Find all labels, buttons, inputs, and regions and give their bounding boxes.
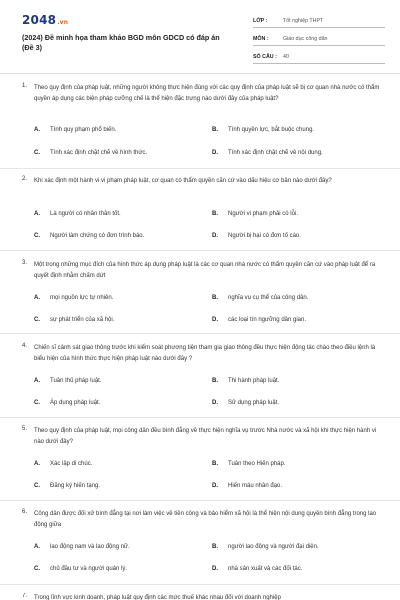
option-a[interactable] — [34, 127, 116, 133]
option-text: Tính xác định chặt chẽ về hình thức. — [50, 150, 148, 156]
option-text: Áp dụng pháp luật. — [50, 400, 101, 406]
logo-suffix: .vn — [57, 19, 69, 26]
question-text: Theo quy định của pháp luật, những người không thực hiện đúng với các quy định của pháp luật sẽ bị cơ quan nhà nước có thẩm quyền áp dụng các biện pháp cưỡng chế là thể hiện đặc trưng nào dưới đây của pháp luật? — [34, 85, 380, 102]
question-2 — [22, 176, 384, 246]
question-text: Chiến sĩ cảnh sát giao thông trước khi kiểm soát phương tiện tham gia giao thông đều thực hiện động tác chào theo điều lệnh là biểu hiện của hình thức thực hiện pháp luật nào dưới đây ? — [34, 345, 376, 362]
option-letter: C. — [34, 233, 40, 239]
option-letter: A. — [34, 295, 40, 301]
option-text: Tính quy phạm phổ biến. — [50, 127, 117, 133]
option-text: Xác lập di chúc. — [50, 461, 93, 467]
option-letter: D. — [212, 483, 218, 489]
option-text: Tính xác định chặt chẽ về nội dung. — [228, 150, 323, 156]
question-number: 7. — [22, 593, 28, 599]
meta-row-subject — [253, 32, 385, 46]
option-letter: D. — [212, 400, 218, 406]
question-text: Theo quy định của pháp luật, mọi công dân đều bình đẳng về thực hiện nghĩa vụ trước Nhà nước và xã hội khi thực hiện hành vi nào dưới đây? — [34, 428, 377, 445]
question-separator — [0, 333, 400, 334]
question-number: 5. — [22, 426, 28, 432]
option-letter: C. — [34, 317, 40, 323]
option-letter: C. — [34, 483, 40, 489]
option-a[interactable] — [34, 544, 130, 550]
option-letter: A. — [34, 211, 40, 217]
option-letter: C. — [34, 150, 40, 156]
option-a[interactable] — [34, 378, 101, 384]
question-text: Công dân được đối xử bình đẳng tại nơi làm việc về tiền công và bảo hiểm xã hội là thể hiện nội dung quyền bình đẳng trong lao động giữa — [34, 511, 377, 528]
option-letter: B. — [212, 461, 218, 467]
option-text: chủ đầu tư và người quản lý. — [50, 566, 128, 572]
option-d[interactable] — [212, 483, 282, 489]
option-c[interactable] — [34, 150, 147, 156]
meta-key: SỐ CÂU : — [253, 53, 277, 60]
question-text: Trong lĩnh vực kinh doanh, pháp luật quy định các mức thuế khác nhau đối với doanh nghiệp — [34, 595, 281, 600]
question-separator — [0, 250, 400, 251]
header — [0, 0, 400, 72]
question-4 — [22, 343, 384, 413]
option-text: Người bị hại có đơn tố cáo. — [228, 233, 301, 239]
meta-value: Tốt nghiệp THPT — [283, 17, 324, 24]
option-text: Thi hành pháp luật. — [228, 378, 280, 384]
option-a[interactable] — [34, 295, 113, 301]
option-b[interactable] — [212, 295, 308, 301]
question-separator — [0, 500, 400, 501]
option-text: nhà sản xuất và các đối tác. — [228, 566, 303, 572]
option-c[interactable] — [34, 566, 127, 572]
option-letter: B. — [212, 127, 218, 133]
option-b[interactable] — [212, 461, 286, 467]
meta-value: Giáo dục công dân — [283, 35, 328, 42]
option-text: Người làm chứng có đơn trình báo. — [50, 233, 145, 239]
option-letter: B. — [212, 544, 218, 550]
question-number: 1. — [22, 83, 28, 89]
option-text: Đăng ký hiến tạng. — [50, 483, 101, 489]
meta-row-class — [253, 14, 385, 28]
option-text: nghĩa vụ cụ thể của công dân. — [228, 295, 309, 301]
option-c[interactable] — [34, 483, 100, 489]
option-letter: C. — [34, 566, 40, 572]
option-text: Là người có nhân thân tốt. — [50, 211, 121, 217]
option-c[interactable] — [34, 317, 114, 323]
option-b[interactable] — [212, 127, 314, 133]
option-letter: C. — [34, 400, 40, 406]
site-logo[interactable] — [22, 13, 68, 27]
question-text: Một trong những mục đích của hình thức áp dụng pháp luật là các cơ quan nhà nước có thẩm quyền căn cứ vào pháp luật để ra quyết định nhằm chấm dứt — [34, 262, 376, 279]
option-text: mọi nguồn lực tự nhiên. — [50, 295, 114, 301]
option-d[interactable] — [212, 317, 306, 323]
option-d[interactable] — [212, 566, 302, 572]
question-separator — [0, 584, 400, 585]
option-a[interactable] — [34, 461, 92, 467]
option-text: các loại tín ngưỡng dân gian. — [228, 317, 307, 323]
header-divider — [0, 73, 400, 74]
option-letter: A. — [34, 461, 40, 467]
logo-text: 2048 — [22, 13, 57, 27]
option-letter: A. — [34, 544, 40, 550]
question-separator — [0, 417, 400, 418]
question-number: 6. — [22, 509, 28, 515]
meta-value: 40 — [283, 53, 289, 60]
page-title: (2024) Đề minh họa tham khảo BGD môn GDCD có đáp án (Đề 3) — [22, 33, 220, 52]
option-letter: D. — [212, 317, 218, 323]
option-letter: D. — [212, 150, 218, 156]
option-b[interactable] — [212, 378, 279, 384]
option-text: Tuân theo Hiến pháp. — [228, 461, 286, 467]
option-text: lao động nam và lao động nữ. — [50, 544, 130, 550]
question-5 — [22, 426, 384, 496]
question-number: 3. — [22, 260, 28, 266]
option-b[interactable] — [212, 211, 298, 217]
question-text: Khi xác định một hành vi vi phạm pháp luật, cơ quan có thẩm quyền căn cứ vào dấu hiệu cơ bản nào dưới đây? — [34, 178, 332, 184]
meta-key: LỚP : — [253, 17, 268, 24]
option-letter: D. — [212, 233, 218, 239]
option-text: Người vi phạm phải có lỗi. — [228, 211, 298, 217]
question-separator — [0, 168, 400, 169]
meta-key: MÔN : — [253, 35, 269, 42]
option-c[interactable] — [34, 400, 100, 406]
option-letter: B. — [212, 211, 218, 217]
question-3 — [22, 260, 384, 330]
exam-meta — [253, 14, 385, 68]
option-b[interactable] — [212, 544, 319, 550]
meta-row-count — [253, 50, 385, 64]
option-d[interactable] — [212, 233, 301, 239]
option-d[interactable] — [212, 150, 323, 156]
question-number: 2. — [22, 176, 28, 182]
option-letter: B. — [212, 378, 218, 384]
option-a[interactable] — [34, 211, 121, 217]
option-text: người lao động và người đại diện. — [228, 544, 319, 550]
option-text: Hiến máu nhân đạo. — [228, 483, 283, 489]
question-1 — [22, 83, 384, 163]
option-text: sự phát triển của xã hội. — [50, 317, 115, 323]
option-text: Tuân thủ pháp luật. — [50, 378, 102, 384]
question-7 — [22, 593, 384, 600]
option-c[interactable] — [34, 233, 144, 239]
option-letter: B. — [212, 295, 218, 301]
option-d[interactable] — [212, 400, 279, 406]
option-text: Sử dụng pháp luật. — [228, 400, 280, 406]
option-letter: A. — [34, 127, 40, 133]
option-text: Tính quyền lực, bắt buộc chung. — [228, 127, 315, 133]
question-6 — [22, 509, 384, 579]
option-letter: D. — [212, 566, 218, 572]
option-letter: A. — [34, 378, 40, 384]
question-number: 4. — [22, 343, 28, 349]
